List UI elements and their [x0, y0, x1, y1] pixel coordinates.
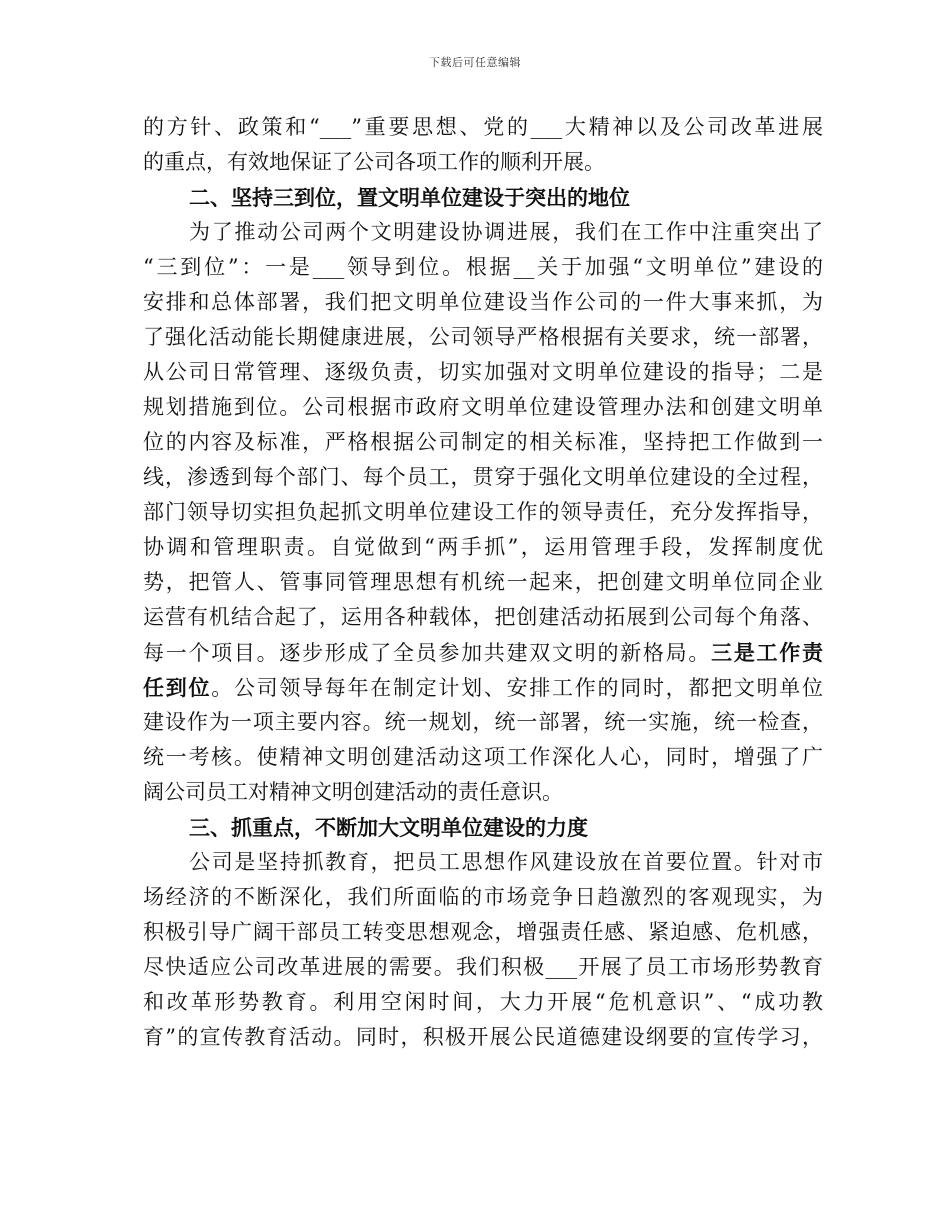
text-line: 育”的宣传教育活动。同时，积极开展公民道德建设纲要的宣传学习， [143, 1025, 823, 1049]
text-line-mixed [143, 670, 823, 705]
text-line: 位的内容及标准，严格根据公司制定的相关标准，坚持把工作做到一 [143, 430, 823, 454]
document-body [143, 110, 823, 1055]
text-line: 场经济的不断深化，我们所面临的市场竞争日趋激烈的客观现实，为 [143, 885, 823, 909]
text-line: 势，把管人、管事同管理思想有机统一起来，把创建文明单位同企业 [143, 570, 823, 594]
text-line: 阔公司员工对精神文明创建活动的责任意识。 [143, 780, 563, 804]
text-line: 公司是坚持抓教育，把员工思想作风建设放在首要位置。针对市 [189, 850, 823, 874]
text-line: 部门领导切实担负起抓文明单位建设工作的领导责任，充分发挥指导， [143, 500, 823, 524]
section-heading: 二、坚持三到位，置文明单位建设于突出的地位 [189, 185, 630, 210]
text-line: 尽快适应公司改革进展的需要。我们积极___开展了员工市场形势教育 [143, 955, 823, 979]
text-line: 规划措施到位。公司根据市政府文明单位建设管理办法和创建文明单 [143, 395, 823, 419]
header-note: 下载后可任意编辑 [429, 56, 521, 69]
text-line: 统一考核。使精神文明创建活动这项工作深化人心，同时，增强了广 [143, 745, 823, 769]
text-line: “三到位”：一是___领导到位。根据__关于加强“文明单位”建设的 [143, 255, 823, 279]
bold-span: 任到位 [143, 675, 212, 700]
text-line: 协调和管理职责。自觉做到“两手抓”，运用管理手段，发挥制度优 [143, 535, 823, 559]
text-line: 从公司日常管理、逐级负责，切实加强对文明单位建设的指导；二是 [143, 360, 823, 384]
text-span: 。公司领导每年在制定计划、安排工作的同时，都把文明单位 [211, 676, 824, 700]
text-line: 的重点，有效地保证了公司各项工作的顺利开展。 [143, 150, 605, 174]
text-line: 和改革形势教育。利用空闲时间，大力开展“危机意识”、“成功教 [143, 990, 823, 1014]
text-line: 为了推动公司两个文明建设协调进展，我们在工作中注重突出了 [189, 220, 823, 244]
text-line: 积极引导广阔干部员工转变思想观念，增强责任感、紧迫感、危机感， [143, 920, 823, 944]
text-line-mixed [143, 635, 823, 670]
text-line: 了强化活动能长期健康进展，公司领导严格根据有关要求，统一部署， [143, 325, 823, 349]
bold-span: 三是工作责 [711, 640, 824, 665]
text-line: 建设作为一项主要内容。统一规划，统一部署，统一实施，统一检查， [143, 710, 823, 734]
text-line: 的方针、政策和“___”重要思想、党的___大精神以及公司改革进展 [143, 115, 823, 139]
text-line: 运营有机结合起了，运用各种载体，把创建活动拓展到公司每个角落、 [143, 605, 823, 629]
text-line: 安排和总体部署，我们把文明单位建设当作公司的一件大事来抓，为 [143, 290, 823, 314]
text-line: 线，渗透到每个部门、每个员工，贯穿于强化文明单位建设的全过程， [143, 465, 823, 489]
text-span: 每一个项目。逐步形成了全员参加共建双文明的新格局。 [143, 641, 712, 665]
section-heading: 三、抓重点，不断加大文明单位建设的力度 [189, 815, 588, 840]
